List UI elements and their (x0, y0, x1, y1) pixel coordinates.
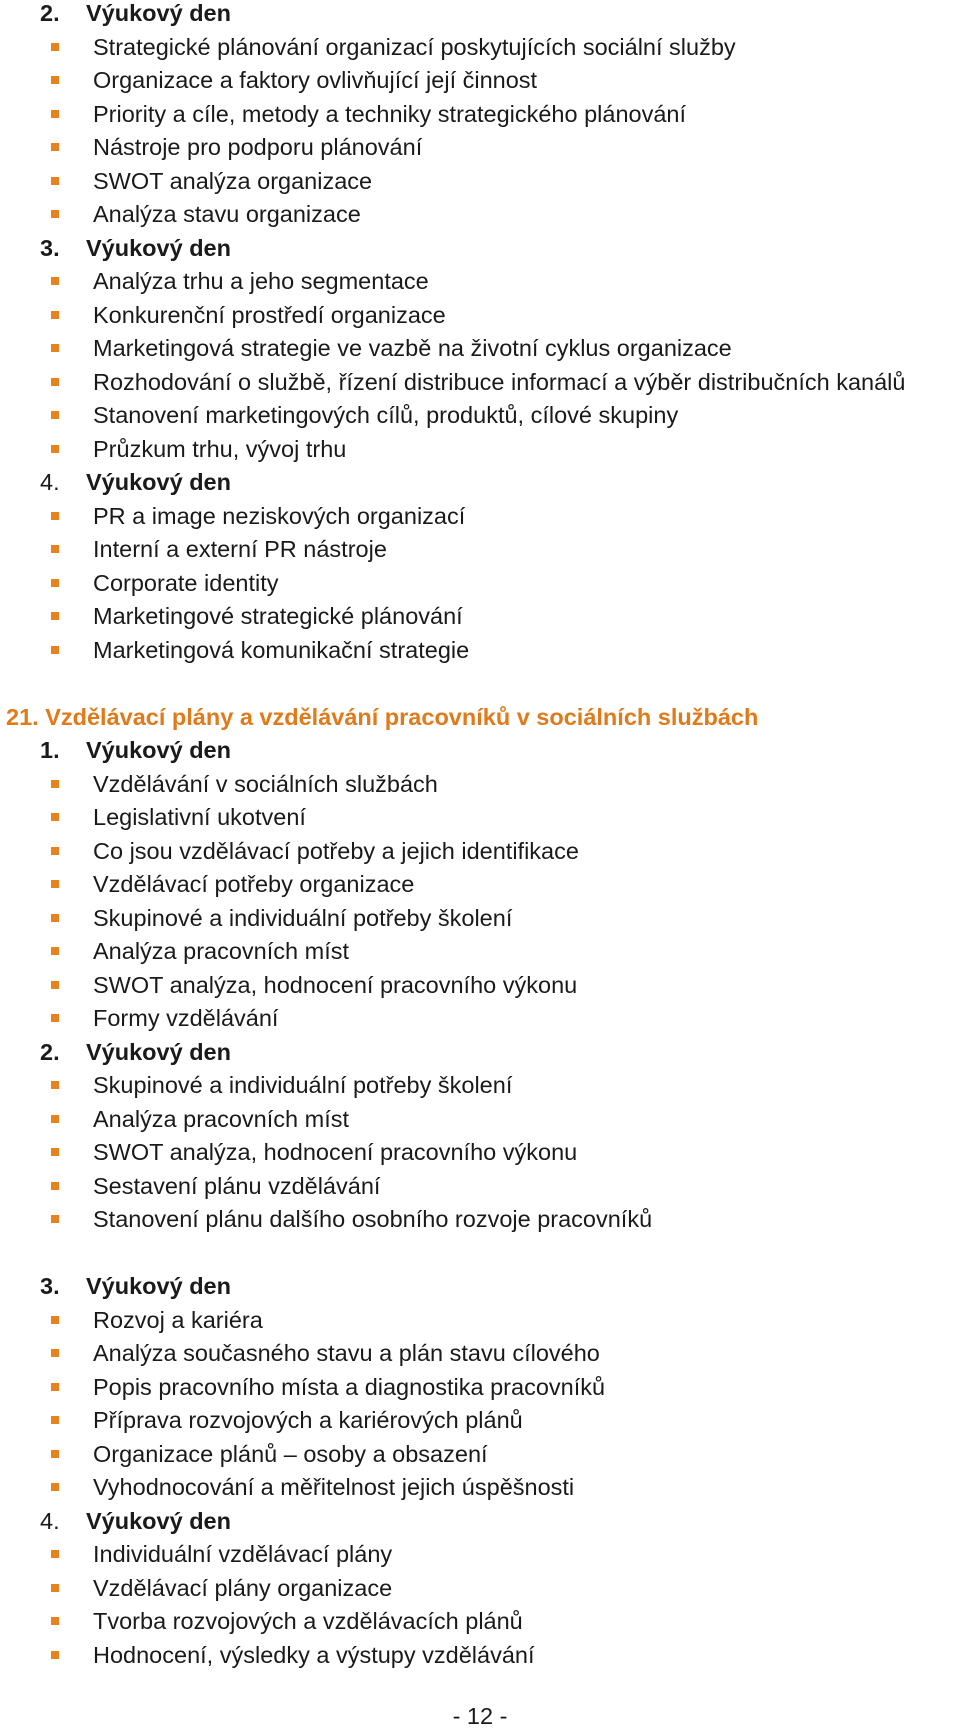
list-item-text: SWOT analýza, hodnocení pracovního výkonu (93, 971, 578, 998)
lesson-day-number: 2. (40, 1038, 60, 1065)
square-bullet-icon (51, 545, 59, 553)
list-item-text: SWOT analýza, hodnocení pracovního výkonu (93, 1139, 578, 1165)
list-item-text: Příprava rozvojových a kariérových plánů (93, 1407, 523, 1433)
lesson-day-heading (40, 1270, 231, 1304)
square-bullet-icon (51, 780, 59, 788)
square-bullet-icon (51, 1081, 59, 1089)
list-item-text: Rozvoj a kariéra (93, 1306, 263, 1333)
lesson-day-number: 4. (40, 469, 60, 495)
square-bullet-icon (51, 646, 59, 654)
square-bullet-icon (51, 177, 59, 185)
lesson-day-label: Výukový den (86, 737, 231, 763)
list-item-text: Vzdělávací potřeby organizace (93, 871, 415, 897)
square-bullet-icon (51, 1651, 59, 1659)
square-bullet-icon (51, 43, 59, 51)
square-bullet-icon (51, 1349, 59, 1357)
square-bullet-icon (51, 76, 59, 84)
list-item-text: Rozhodování o službě, řízení distribuce informací a výběr distribučních kanálů (93, 368, 906, 395)
list-item-text: Průzkum trhu, vývoj trhu (93, 435, 347, 462)
list-item-text: Konkurenční prostředí organizace (93, 301, 446, 328)
square-bullet-icon (51, 445, 59, 453)
square-bullet-icon (51, 1617, 59, 1625)
list-item-text: Marketingová strategie ve vazbě na životní cyklus organizace (93, 335, 732, 361)
square-bullet-icon (51, 914, 59, 922)
list-item-text: Marketingová komunikační strategie (93, 636, 470, 663)
square-bullet-icon (51, 981, 59, 989)
square-bullet-icon (51, 210, 59, 218)
lesson-day-heading (40, 734, 231, 768)
lesson-day-heading (40, 232, 231, 266)
list-item-text: Analýza pracovních míst (93, 938, 349, 964)
list-item-text: Sestavení plánu vzdělávání (93, 1172, 381, 1199)
lesson-day-number: 4. (40, 1507, 60, 1534)
list-item-text: Nástroje pro podporu plánování (93, 134, 423, 160)
square-bullet-icon (51, 579, 59, 587)
square-bullet-icon (51, 1383, 59, 1391)
lesson-day-heading (40, 0, 231, 31)
list-item-text: Popis pracovního místa a diagnostika pracovníků (93, 1373, 606, 1400)
square-bullet-icon (51, 1316, 59, 1324)
list-item-text: Strategické plánování organizací poskytujících sociální služby (93, 33, 736, 60)
lesson-day-label: Výukový den (86, 1507, 231, 1534)
square-bullet-icon (51, 378, 59, 386)
list-item-text: PR a image neziskových organizací (93, 502, 466, 529)
square-bullet-icon (51, 947, 59, 955)
square-bullet-icon (51, 411, 59, 419)
list-item-text: Skupinové a individuální potřeby školení (93, 904, 513, 931)
square-bullet-icon (51, 847, 59, 855)
lesson-day-number: 1. (40, 737, 60, 763)
square-bullet-icon (51, 143, 59, 151)
lesson-day-label: Výukový den (86, 1038, 231, 1065)
list-item-text: Priority a cíle, metody a techniky strategického plánování (93, 100, 687, 127)
lesson-day-number: 3. (40, 234, 60, 261)
lesson-day-label: Výukový den (86, 234, 231, 261)
list-item-text: Organizace plánů – osoby a obsazení (93, 1440, 488, 1467)
list-item-text: Organizace a faktory ovlivňující její činnost (93, 67, 538, 93)
square-bullet-icon (51, 813, 59, 821)
square-bullet-icon (51, 1416, 59, 1424)
square-bullet-icon (51, 1483, 59, 1491)
square-bullet-icon (51, 1148, 59, 1156)
list-item-text: Marketingové strategické plánování (93, 603, 463, 629)
square-bullet-icon (51, 1550, 59, 1558)
lesson-day-label: Výukový den (86, 469, 231, 495)
square-bullet-icon (51, 1115, 59, 1123)
list-item-text: Stanovení plánu dalšího osobního rozvoje pracovníků (93, 1206, 653, 1232)
lesson-day-heading (40, 1036, 231, 1070)
list-item-text: Hodnocení, výsledky a výstupy vzdělávání (93, 1641, 535, 1668)
square-bullet-icon (51, 277, 59, 285)
list-item-text: Formy vzdělávání (93, 1005, 279, 1031)
list-item-text: Analýza stavu organizace (93, 201, 361, 227)
list-item-text: Legislativní ukotvení (93, 804, 306, 830)
square-bullet-icon (51, 1450, 59, 1458)
square-bullet-icon (51, 311, 59, 319)
lesson-day-heading (40, 1505, 231, 1539)
lesson-day-label: Výukový den (86, 0, 231, 26)
list-item-text: Interní a externí PR nástroje (93, 536, 387, 562)
list-item-text: Vyhodnocování a měřitelnost jejich úspěšnosti (93, 1474, 575, 1500)
square-bullet-icon (51, 344, 59, 352)
list-item-text: Individuální vzdělávací plány (93, 1541, 393, 1567)
list-item-text: Co jsou vzdělávací potřeby a jejich identifikace (93, 837, 579, 864)
square-bullet-icon (51, 612, 59, 620)
list-item-text: Stanovení marketingových cílů, produktů, cílové skupiny (93, 402, 679, 428)
square-bullet-icon (51, 1584, 59, 1592)
list-item-text: Analýza trhu a jeho segmentace (93, 268, 429, 294)
list-item-text: Analýza pracovních míst (93, 1105, 349, 1132)
list-item-text: Vzdělávací plány organizace (93, 1574, 393, 1601)
list-item-text: Tvorba rozvojových a vzdělávacích plánů (93, 1608, 523, 1634)
square-bullet-icon (51, 110, 59, 118)
list-item-text: Corporate identity (93, 569, 279, 596)
square-bullet-icon (51, 1215, 59, 1223)
square-bullet-icon (51, 1014, 59, 1022)
lesson-day-heading (40, 466, 231, 500)
list-item-text: Vzdělávání v sociálních službách (93, 770, 438, 797)
square-bullet-icon (51, 512, 59, 520)
lesson-day-number: 2. (40, 0, 60, 26)
list-item-text: Analýza současného stavu a plán stavu cílového (93, 1340, 600, 1366)
square-bullet-icon (51, 1182, 59, 1190)
square-bullet-icon (51, 880, 59, 888)
page-number: - 12 - (452, 1703, 508, 1729)
lesson-day-number: 3. (40, 1273, 60, 1299)
lesson-day-label: Výukový den (86, 1273, 231, 1299)
list-item-text: SWOT analýza organizace (93, 167, 373, 194)
list-item-text: Skupinové a individuální potřeby školení (93, 1072, 513, 1098)
section-heading: 21. Vzdělávací plány a vzdělávání pracovníků v sociálních službách (6, 703, 759, 730)
